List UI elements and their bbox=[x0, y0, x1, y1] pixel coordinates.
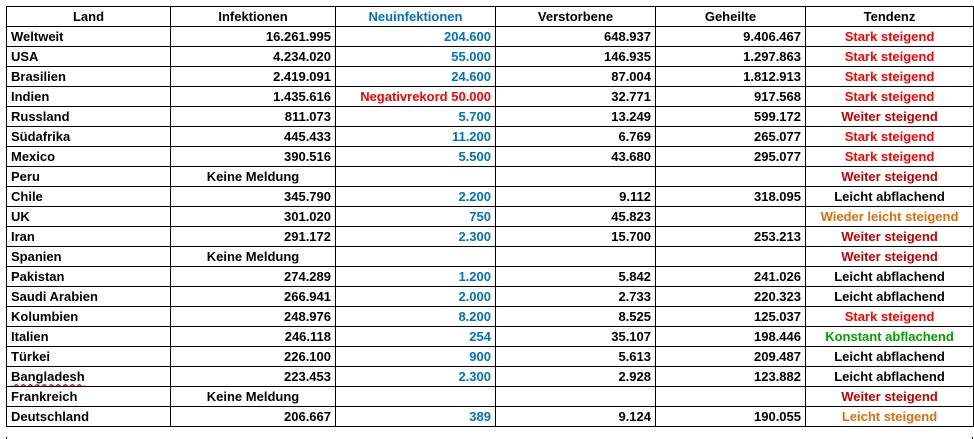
cell-tendenz: Stark steigend bbox=[806, 67, 974, 87]
cell-tendenz: Weiter steigend bbox=[806, 387, 974, 407]
cell-tendenz: Weiter steigend bbox=[806, 167, 974, 187]
cell-verstorbene: 8.525 bbox=[496, 307, 656, 327]
header-infektionen: Infektionen bbox=[171, 7, 336, 27]
cell-verstorbene bbox=[496, 247, 656, 267]
cell-land: Weltweit bbox=[7, 27, 171, 47]
cell-verstorbene: 13.249 bbox=[496, 107, 656, 127]
cell-infektionen: 226.100 bbox=[171, 347, 336, 367]
cell-tendenz: Wieder leicht steigend bbox=[806, 207, 974, 227]
cell-verstorbene: 15.700 bbox=[496, 227, 656, 247]
header-row bbox=[7, 7, 974, 27]
cell-neuinfektionen: 900 bbox=[336, 347, 496, 367]
cell-geheilte: 1.297.863 bbox=[656, 47, 806, 67]
cell-verstorbene: 648.937 bbox=[496, 27, 656, 47]
cell-land: Kolumbien bbox=[7, 307, 171, 327]
cell-tendenz: Leicht abflachend bbox=[806, 187, 974, 207]
table-body bbox=[7, 27, 974, 427]
cell-verstorbene: 5.842 bbox=[496, 267, 656, 287]
cell-land: Deutschland bbox=[7, 407, 171, 427]
cell-infektionen: 445.433 bbox=[171, 127, 336, 147]
cell-verstorbene: 9.112 bbox=[496, 187, 656, 207]
table-row bbox=[7, 147, 974, 167]
cell-verstorbene: 6.769 bbox=[496, 127, 656, 147]
cell-verstorbene: 45.823 bbox=[496, 207, 656, 227]
negativrekord-label: Negativrekord bbox=[360, 89, 452, 104]
header-neuinfektionen: Neuinfektionen bbox=[336, 7, 496, 27]
cell-land: Pakistan bbox=[7, 267, 171, 287]
cell-tendenz: Konstant abflachend bbox=[806, 327, 974, 347]
cell-verstorbene: 2.928 bbox=[496, 367, 656, 387]
cell-tendenz: Leicht abflachend bbox=[806, 367, 974, 387]
table-row bbox=[7, 307, 974, 327]
cell-neuinfektionen: 55.000 bbox=[336, 47, 496, 67]
cell-geheilte: 917.568 bbox=[656, 87, 806, 107]
cell-geheilte: 253.213 bbox=[656, 227, 806, 247]
neuinfektionen-value: 50.000 bbox=[451, 89, 491, 104]
cell-neuinfektionen: 389 bbox=[336, 407, 496, 427]
cell-geheilte: 190.055 bbox=[656, 407, 806, 427]
table-row bbox=[7, 67, 974, 87]
cell-neuinfektionen: 24.600 bbox=[336, 67, 496, 87]
cell-land: Italien bbox=[7, 327, 171, 347]
cell-verstorbene bbox=[496, 387, 656, 407]
table-row bbox=[7, 267, 974, 287]
cell-land: Mexico bbox=[7, 147, 171, 167]
table-row bbox=[7, 187, 974, 207]
cell-tendenz: Stark steigend bbox=[806, 47, 974, 67]
cell-infektionen: 274.289 bbox=[171, 267, 336, 287]
table-row bbox=[7, 47, 974, 67]
cell-geheilte: 123.882 bbox=[656, 367, 806, 387]
cell-verstorbene bbox=[496, 167, 656, 187]
cell-verstorbene: 43.680 bbox=[496, 147, 656, 167]
covid-statistics-table bbox=[6, 6, 974, 427]
cell-land: Frankreich bbox=[7, 387, 171, 407]
cell-land: Spanien bbox=[7, 247, 171, 267]
header-geheilte: Geheilte bbox=[656, 7, 806, 27]
cell-infektionen: Keine Meldung bbox=[171, 167, 336, 187]
cell-neuinfektionen: 5.700 bbox=[336, 107, 496, 127]
cell-land: Bangladesh bbox=[7, 367, 171, 387]
cell-geheilte bbox=[656, 167, 806, 187]
cell-verstorbene: 5.613 bbox=[496, 347, 656, 367]
cell-geheilte: 599.172 bbox=[656, 107, 806, 127]
cell-infektionen: 2.419.091 bbox=[171, 67, 336, 87]
cell-neuinfektionen: 2.200 bbox=[336, 187, 496, 207]
cell-tendenz: Weiter steigend bbox=[806, 107, 974, 127]
cell-tendenz: Leicht abflachend bbox=[806, 267, 974, 287]
cell-neuinfektionen: 5.500 bbox=[336, 147, 496, 167]
cell-neuinfektionen: 2.300 bbox=[336, 227, 496, 247]
cell-land: UK bbox=[7, 207, 171, 227]
cell-land: Südafrika bbox=[7, 127, 171, 147]
cell-tendenz: Weiter steigend bbox=[806, 227, 974, 247]
cell-verstorbene: 9.124 bbox=[496, 407, 656, 427]
cell-infektionen: 390.516 bbox=[171, 147, 336, 167]
cell-land: Türkei bbox=[7, 347, 171, 367]
cell-neuinfektionen: 11.200 bbox=[336, 127, 496, 147]
cell-tendenz: Stark steigend bbox=[806, 87, 974, 107]
cell-infektionen: 811.073 bbox=[171, 107, 336, 127]
cell-infektionen: 248.976 bbox=[171, 307, 336, 327]
cell-infektionen: 246.118 bbox=[171, 327, 336, 347]
table-row bbox=[7, 247, 974, 267]
cell-verstorbene: 146.935 bbox=[496, 47, 656, 67]
table-row bbox=[7, 407, 974, 427]
cell-neuinfektionen bbox=[336, 87, 496, 107]
table-row bbox=[7, 107, 974, 127]
cell-geheilte: 265.077 bbox=[656, 127, 806, 147]
cell-verstorbene: 35.107 bbox=[496, 327, 656, 347]
cell-tendenz: Weiter steigend bbox=[806, 247, 974, 267]
cell-verstorbene: 2.733 bbox=[496, 287, 656, 307]
cell-neuinfektionen: 204.600 bbox=[336, 27, 496, 47]
table-row bbox=[7, 287, 974, 307]
cell-infektionen: 266.941 bbox=[171, 287, 336, 307]
cell-geheilte: 295.077 bbox=[656, 147, 806, 167]
cell-land: Indien bbox=[7, 87, 171, 107]
table-row bbox=[7, 327, 974, 347]
cell-infektionen: 16.261.995 bbox=[171, 27, 336, 47]
cell-geheilte: 125.037 bbox=[656, 307, 806, 327]
cell-neuinfektionen bbox=[336, 247, 496, 267]
cell-geheilte bbox=[656, 247, 806, 267]
table-row bbox=[7, 207, 974, 227]
cell-neuinfektionen: 1.200 bbox=[336, 267, 496, 287]
cell-verstorbene: 87.004 bbox=[496, 67, 656, 87]
cell-land: Saudi Arabien bbox=[7, 287, 171, 307]
cell-tendenz: Stark steigend bbox=[806, 127, 974, 147]
cell-infektionen: Keine Meldung bbox=[171, 247, 336, 267]
cell-land: Chile bbox=[7, 187, 171, 207]
cell-tendenz: Leicht steigend bbox=[806, 407, 974, 427]
cell-tendenz: Leicht abflachend bbox=[806, 287, 974, 307]
table-row bbox=[7, 227, 974, 247]
cell-land: Peru bbox=[7, 167, 171, 187]
cell-geheilte: 198.446 bbox=[656, 327, 806, 347]
cell-neuinfektionen: 2.300 bbox=[336, 367, 496, 387]
cell-geheilte: 220.323 bbox=[656, 287, 806, 307]
cell-geheilte bbox=[656, 387, 806, 407]
cell-verstorbene: 32.771 bbox=[496, 87, 656, 107]
cell-tendenz: Stark steigend bbox=[806, 147, 974, 167]
cell-infektionen: 206.667 bbox=[171, 407, 336, 427]
cell-infektionen: 1.435.616 bbox=[171, 87, 336, 107]
cell-infektionen: 291.172 bbox=[171, 227, 336, 247]
cell-land: Brasilien bbox=[7, 67, 171, 87]
cell-geheilte: 209.487 bbox=[656, 347, 806, 367]
cell-land: Iran bbox=[7, 227, 171, 247]
cell-tendenz: Leicht abflachend bbox=[806, 347, 974, 367]
table-row bbox=[7, 367, 974, 387]
table-row bbox=[7, 127, 974, 147]
cell-neuinfektionen bbox=[336, 387, 496, 407]
header-verstorbene: Verstorbene bbox=[496, 7, 656, 27]
table-row bbox=[7, 27, 974, 47]
cell-neuinfektionen: 8.200 bbox=[336, 307, 496, 327]
cell-geheilte: 241.026 bbox=[656, 267, 806, 287]
cell-geheilte: 1.812.913 bbox=[656, 67, 806, 87]
table-row bbox=[7, 347, 974, 367]
table-row bbox=[7, 87, 974, 107]
cell-infektionen: 223.453 bbox=[171, 367, 336, 387]
cell-tendenz: Stark steigend bbox=[806, 307, 974, 327]
table-row bbox=[7, 167, 974, 187]
cell-land: USA bbox=[7, 47, 171, 67]
cell-infektionen: 345.790 bbox=[171, 187, 336, 207]
cell-neuinfektionen: 254 bbox=[336, 327, 496, 347]
cell-neuinfektionen: 750 bbox=[336, 207, 496, 227]
cell-land: Russland bbox=[7, 107, 171, 127]
cell-geheilte: 9.406.467 bbox=[656, 27, 806, 47]
cell-tendenz: Stark steigend bbox=[806, 27, 974, 47]
header-tendenz: Tendenz bbox=[806, 7, 974, 27]
cell-infektionen: 301.020 bbox=[171, 207, 336, 227]
cell-geheilte: 318.095 bbox=[656, 187, 806, 207]
header-land: Land bbox=[7, 7, 171, 27]
cell-geheilte bbox=[656, 207, 806, 227]
table-row bbox=[7, 387, 974, 407]
cell-neuinfektionen: 2.000 bbox=[336, 287, 496, 307]
cell-infektionen: 4.234.020 bbox=[171, 47, 336, 67]
cell-neuinfektionen bbox=[336, 167, 496, 187]
cell-infektionen: Keine Meldung bbox=[171, 387, 336, 407]
